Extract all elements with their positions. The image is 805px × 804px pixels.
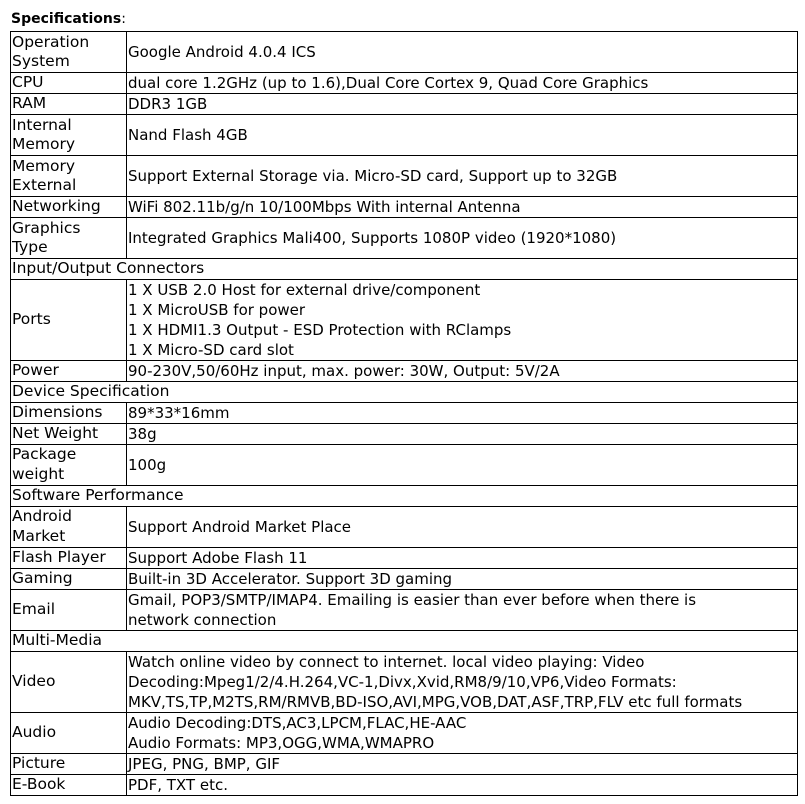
spec-value xyxy=(127,651,798,712)
spec-value xyxy=(127,402,798,423)
section-row xyxy=(11,485,798,506)
spec-value xyxy=(127,753,798,774)
spec-value xyxy=(127,156,798,197)
spec-value xyxy=(127,218,798,259)
spec-value-line: 1 X MicroUSB for power xyxy=(128,300,306,319)
spec-label: Flash Player xyxy=(11,547,127,568)
section-heading: Multi-Media xyxy=(11,630,798,651)
table-row xyxy=(11,423,798,444)
spec-label: Video xyxy=(11,651,127,712)
spec-value-line: Audio Decoding:DTS,AC3,LPCM,FLAC,HE-AAC xyxy=(128,713,467,732)
spec-label: CPU xyxy=(11,73,127,94)
table-row xyxy=(11,115,798,156)
spec-value xyxy=(127,506,798,547)
section-row xyxy=(11,630,798,651)
spec-value xyxy=(127,774,798,795)
spec-label: RAM xyxy=(11,94,127,115)
table-row xyxy=(11,279,798,360)
spec-value-line: MKV,TS,TP,M2TS,RM/RMVB,BD-ISO,AVI,MPG,VOB,DAT,ASF,TRP,FLV etc full formats xyxy=(128,692,743,711)
spec-label: Networking xyxy=(11,197,127,218)
spec-value xyxy=(127,712,798,753)
table-row xyxy=(11,506,798,547)
spec-value-line: Support Android Market Place xyxy=(128,517,352,536)
spec-value xyxy=(127,279,798,360)
spec-label: Power xyxy=(11,360,127,381)
table-row xyxy=(11,402,798,423)
table-row xyxy=(11,651,798,712)
spec-value-line: Built-in 3D Accelerator. Support 3D gaming xyxy=(128,569,453,588)
spec-value-line: JPEG, PNG, BMP, GIF xyxy=(128,754,281,773)
section-row xyxy=(11,259,798,280)
table-row xyxy=(11,73,798,94)
table-row xyxy=(11,589,798,630)
spec-value-line: 38g xyxy=(128,424,157,443)
spec-label: Ports xyxy=(11,279,127,360)
section-row xyxy=(11,381,798,402)
section-heading: Input/Output Connectors xyxy=(11,259,798,280)
spec-value-line: 1 X Micro-SD card slot xyxy=(128,340,294,359)
spec-label: Package weight xyxy=(11,444,127,485)
heading-colon: : xyxy=(121,11,126,27)
spec-label: E-Book xyxy=(11,774,127,795)
spec-label: Email xyxy=(11,589,127,630)
spec-value-line: 100g xyxy=(128,455,167,474)
spec-value-line: Decoding:Mpeg1/2/4.H.264,VC-1,Divx,Xvid,RM8/9/10,VP6,Video Formats: xyxy=(128,672,677,691)
spec-value-line: Gmail, POP3/SMTP/IMAP4. Emailing is easier than ever before when there is xyxy=(128,590,697,609)
heading-title: Specifications xyxy=(11,11,122,27)
spec-value-line: Integrated Graphics Mali400, Supports 1080P video (1920*1080) xyxy=(128,229,617,247)
spec-value xyxy=(127,547,798,568)
spec-value-line: Nand Flash 4GB xyxy=(128,126,248,144)
spec-label: Operation System xyxy=(11,32,127,73)
spec-value-line: Audio Formats: MP3,OGG,WMA,WMAPRO xyxy=(128,733,435,752)
spec-value xyxy=(127,444,798,485)
spec-value-line: 90-230V,50/60Hz input, max. power: 30W, Output: 5V/2A xyxy=(128,361,560,380)
specifications-table-body xyxy=(11,32,798,796)
section-heading: Software Performance xyxy=(11,485,798,506)
spec-label: Net Weight xyxy=(11,423,127,444)
spec-value-line: Google Android 4.0.4 ICS xyxy=(128,43,316,61)
spec-value xyxy=(127,73,798,94)
spec-value-line: 1 X USB 2.0 Host for external drive/component xyxy=(128,280,481,299)
spec-value-line: 89*33*16mm xyxy=(128,403,230,422)
spec-value xyxy=(127,589,798,630)
spec-label: Graphics Type xyxy=(11,218,127,259)
table-row xyxy=(11,753,798,774)
spec-value-line: Support External Storage via. Micro-SD card, Support up to 32GB xyxy=(128,167,618,185)
spec-value xyxy=(127,360,798,381)
table-row xyxy=(11,32,798,73)
spec-value-line: WiFi 802.11b/g/n 10/100Mbps With internal Antenna xyxy=(128,198,521,216)
table-row xyxy=(11,568,798,589)
table-row xyxy=(11,218,798,259)
table-row xyxy=(11,197,798,218)
spec-label: Memory External xyxy=(11,156,127,197)
spec-value-line: dual core 1.2GHz (up to 1.6),Dual Core Cortex 9, Quad Core Graphics xyxy=(128,74,649,92)
table-row xyxy=(11,94,798,115)
spec-label: Dimensions xyxy=(11,402,127,423)
spec-value xyxy=(127,568,798,589)
spec-value xyxy=(127,423,798,444)
spec-value-line: 1 X HDMI1.3 Output - ESD Protection with RClamps xyxy=(128,320,512,339)
spec-value xyxy=(127,94,798,115)
spec-value xyxy=(127,115,798,156)
spec-label: Gaming xyxy=(11,568,127,589)
spec-value xyxy=(127,197,798,218)
spec-value-line: DDR3 1GB xyxy=(128,95,208,113)
table-row xyxy=(11,360,798,381)
table-row xyxy=(11,156,798,197)
table-row xyxy=(11,444,798,485)
table-row xyxy=(11,712,798,753)
spec-value xyxy=(127,32,798,73)
spec-value-line: PDF, TXT etc. xyxy=(128,775,228,794)
spec-value-line: network connection xyxy=(128,610,277,629)
spec-label: Audio xyxy=(11,712,127,753)
table-row xyxy=(11,774,798,795)
spec-label: Android Market xyxy=(11,506,127,547)
specifications-heading xyxy=(11,9,126,29)
table-row xyxy=(11,547,798,568)
spec-label: Internal Memory xyxy=(11,115,127,156)
spec-label: Picture xyxy=(11,753,127,774)
spec-value-line: Support Adobe Flash 11 xyxy=(128,548,308,567)
section-heading: Device Specification xyxy=(11,381,798,402)
spec-value-line: Watch online video by connect to internet. local video playing: Video xyxy=(128,652,645,671)
specifications-table xyxy=(10,31,798,796)
